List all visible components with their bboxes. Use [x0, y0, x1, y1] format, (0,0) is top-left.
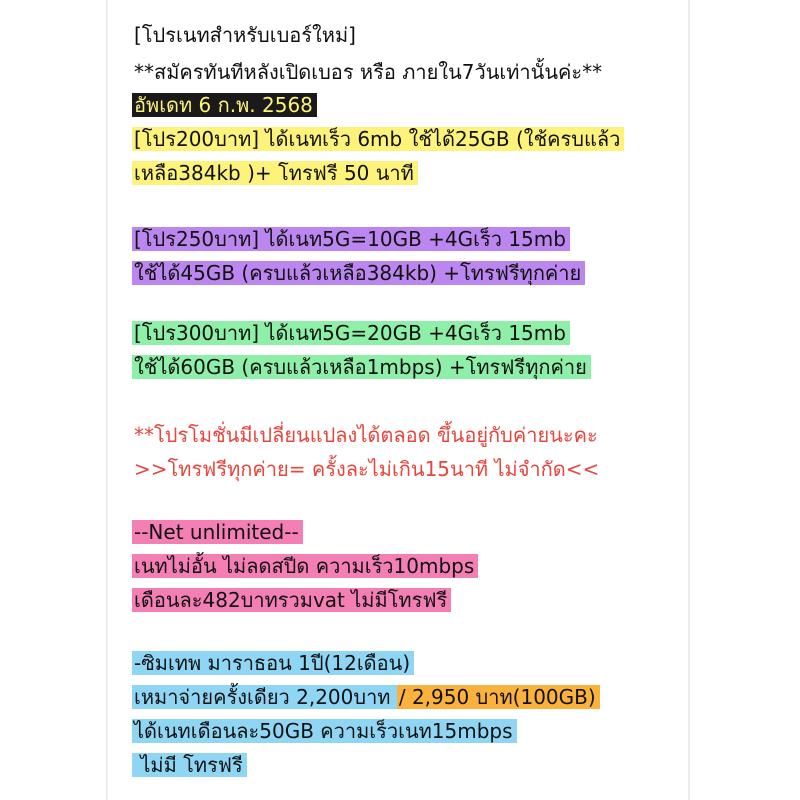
promo-300-line-1 [132, 316, 570, 350]
notice-line-2 [132, 452, 601, 486]
promo-200-text-1: [โปร200บาท] ได้เนทเร็ว 6mb ใช้ได้25GB (ใช้ครบแล้ว [132, 127, 624, 151]
notice-text-2: >>โทรฟรีทุกค่าย= ครั้งละไม่เกิน15นาที ไม่จำกัด<< [134, 457, 600, 481]
heading-text: [โปรเนทสำหรับเบอร์ใหม่] [134, 23, 356, 47]
notice-text-1: **โปรโมชั่นมีเปลี่ยนแปลงได้ตลอด ขึ้นอยู่กับค่ายนะคะ [134, 423, 598, 447]
sim-price-100gb-text: / 2,950 บาท(100GB) [397, 685, 600, 709]
sim-data-text: ได้เนทเดือนละ50GB ความเร็วเนท15mbps [132, 719, 517, 743]
unlimited-text-2: เดือนละ482บาทรวมvat ไม่มีโทรฟรี [132, 588, 451, 612]
sim-price-text: เหมาจ่ายครั้งเดียว 2,200บาท [134, 685, 397, 709]
promo-200-line-2 [132, 156, 418, 190]
promo-300-text-1: [โปร300บาท] ได้เนท5G=20GB +4Gเร็ว 15mb [132, 321, 570, 345]
promo-250-text-1: [โปร250บาท] ได้เนท5G=10GB +4Gเร็ว 15mb [132, 227, 570, 251]
document-page [108, 0, 688, 800]
promo-250-line-1 [132, 222, 570, 256]
promo-250-text-2: ใช้ได้45GB (ครบแล้วเหลือ384kb) +โทรฟรีทุกค่าย [132, 261, 585, 285]
unlimited-title [132, 515, 303, 549]
promo-300-line-2 [132, 350, 591, 384]
update-date-text: อัพเดท 6 ก.พ. 2568 [132, 93, 317, 117]
unlimited-text-1: เนทไม่อั้น ไม่ลดสปีด ความเร็ว10mbps [132, 554, 478, 578]
promo-300-text-2: ใช้ได้60GB (ครบแล้วเหลือ1mbps) +โทรฟรีทุกค่าย [132, 355, 591, 379]
promo-250-line-2 [132, 256, 585, 290]
update-date [132, 88, 317, 122]
unlimited-line-1 [132, 549, 478, 583]
sim-call-text: ไม่มี โทรฟรี [132, 753, 247, 777]
promo-200-text-2: เหลือ384kb )+ โทรฟรี 50 นาที [132, 161, 418, 185]
sim-title [132, 646, 414, 680]
sim-call-line [132, 748, 247, 782]
condition-text: **สมัครทันทีหลังเปิดเบอร หรือ ภายใน7วันเท่านั้นค่ะ** [134, 60, 603, 84]
sim-price-line [132, 680, 600, 714]
promo-condition [132, 55, 604, 89]
promo-200-line-1 [132, 122, 624, 156]
sim-title-text: -ซิมเทพ มาราธอน 1ปี(12เดือน) [132, 651, 414, 675]
notice-line-1 [132, 418, 600, 452]
promo-heading [132, 18, 358, 52]
unlimited-title-text: --Net unlimited-- [132, 520, 303, 544]
sim-data-line [132, 714, 517, 748]
unlimited-line-2 [132, 583, 451, 617]
